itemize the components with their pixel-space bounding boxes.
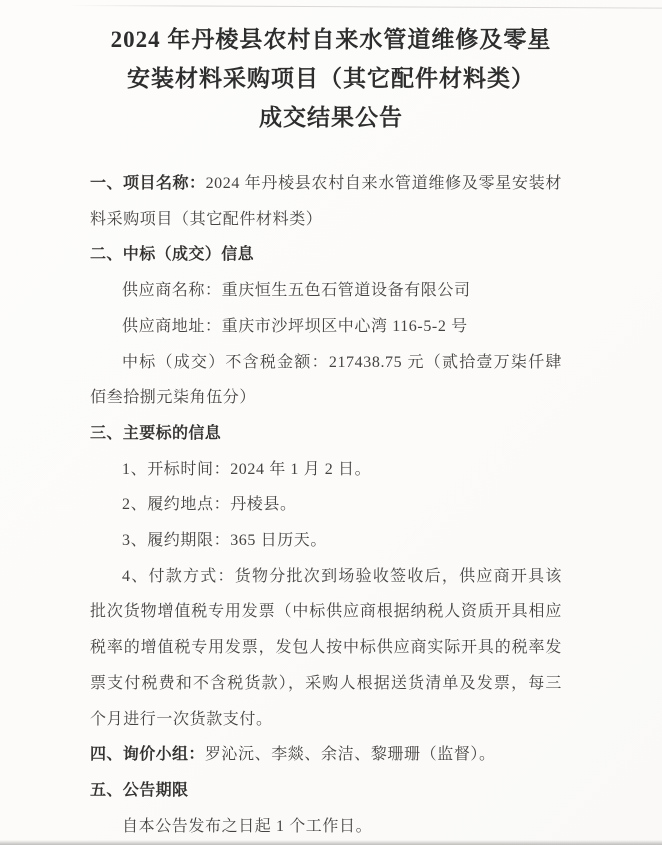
subject-item-bid-opening-time: 1、开标时间：2024 年 1 月 2 日。 (122, 460, 372, 478)
section-project-name (90, 166, 562, 237)
section-inquiry-group (90, 737, 562, 773)
section-subject-info-heading-label: 三、主要标的信息 (90, 424, 222, 442)
section-announcement-period-heading (90, 773, 562, 809)
title-line-2: 安装材料采购项目（其它配件材料类） (127, 66, 535, 91)
announcement-period-line: 自本公告发布之日起 1 个工作日。 (122, 817, 373, 835)
subject-item-performance-location: 2、履约地点：丹棱县。 (122, 496, 297, 514)
inquiry-group-members: 罗沁沅、李燚、余洁、黎珊珊（监督）。 (204, 746, 496, 764)
scan-bottom-edge (0, 840, 662, 845)
section-award-info-heading (90, 237, 562, 273)
document-body (0, 166, 562, 844)
section-inquiry-group-label: 四、询价小组： (90, 746, 205, 764)
title-line-3: 成交结果公告 (259, 105, 403, 130)
supplier-address-line: 供应商地址：重庆市沙坪坝区中心湾 116-5-2 号 (122, 317, 468, 335)
supplier-name-line: 供应商名称：重庆恒生五色石管道设备有限公司 (122, 282, 471, 300)
section-project-name-value: 2024 年丹棱县农村自来水管道维修及零星安装材料采购项目（其它配件材料类） (90, 175, 562, 228)
subject-item-payment-terms: 4、付款方式：货物分批次到场验收签收后，供应商开具该批次货物增值税专用发票（中标供应商根据纳税人资质开具相应税率的增值税专用发票，发包人按中标供应商实际开具的税率发票支付税费和不含税货款），采购人根据送货清单及发票，每三个月进行一次货款支付。 (90, 567, 562, 728)
section-subject-info-heading (90, 416, 562, 452)
title-line-1: 2024 年丹棱县农村自来水管道维修及零星 (110, 27, 552, 52)
section-award-info-heading-label: 二、中标（成交）信息 (90, 246, 255, 264)
subject-item-performance-period: 3、履约期限：365 日历天。 (122, 532, 328, 550)
document-title (0, 0, 662, 137)
award-amount-line: 中标（成交）不含税金额：217438.75 元（贰拾壹万柒仟肆佰叁拾捌元柒角伍分） (90, 353, 562, 407)
section-announcement-period-heading-label: 五、公告期限 (90, 781, 189, 799)
section-project-name-label: 一、项目名称： (90, 175, 206, 192)
